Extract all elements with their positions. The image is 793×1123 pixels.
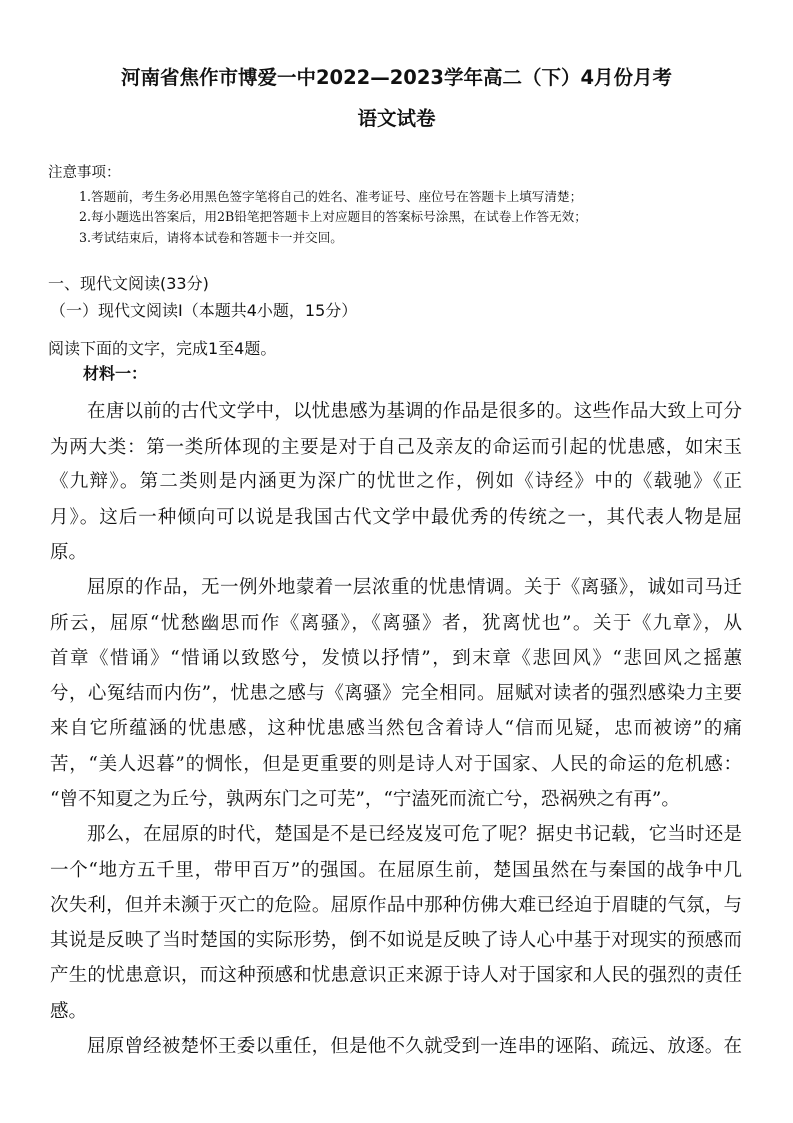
body-line: 原。 — [50, 542, 88, 563]
body-line: 感。 — [50, 1001, 88, 1022]
body-line: 《九辩》。第二类则是内涵更为深广的忧世之作，例如《诗经》中的《载驰》《正 — [50, 471, 742, 492]
section-subheading: （一）现代文阅读Ⅰ（本题共4小题，15分） — [50, 301, 358, 320]
notice-heading: 注意事项： — [48, 165, 121, 181]
section-heading: 一、现代文阅读(33分) — [48, 274, 209, 293]
exam-subtitle: 语文试卷 — [357, 107, 436, 130]
body-line: 月》。这后一种倾向可以说是我国古代文学中最优秀的传统之一，其代表人物是屈 — [50, 507, 742, 528]
body-line: 一个“地方五千里，带甲百万”的强国。在屈原生前，楚国虽然在与秦国的战争中几 — [50, 860, 742, 881]
exam-title: 河南省焦作市博爱一中2022—2023学年高二（下）4月份月考 — [120, 66, 673, 89]
body-line: 屈原的作品，无一例外地蒙着一层浓重的忧患情调。关于《离骚》，诚如司马迁 — [87, 577, 742, 598]
body-line: 兮，心冤结而内伤”，忧患之感与《离骚》完全相同。屈赋对读者的强烈感染力主要 — [50, 683, 742, 704]
body-line: 其说是反映了当时楚国的实际形势，倒不如说是反映了诗人心中基于对现实的预感而 — [50, 930, 742, 951]
reading-instruction: 阅读下面的文字，完成1至4题。 — [48, 339, 277, 358]
body-line: 所云，屈原“忧愁幽思而作《离骚》，《离骚》者，犹离忧也”。关于《九章》，从 — [50, 613, 742, 634]
body-line: “曾不知夏之为丘兮，孰两东门之可芜”，“宁溘死而流亡兮，恐祸殃之有再”。 — [50, 789, 680, 810]
body-line: 首章《惜诵》“惜诵以致愍兮，发愤以抒情”，到末章《悲回风》“悲回风之摇蕙 — [50, 648, 742, 669]
notice-item: 3.考试结束后，请将本试卷和答题卡一并交回。 — [79, 230, 343, 245]
notice-item: 2.每小题选出答案后，用2B铅笔把答题卡上对应题目的答案标号涂黑，在试卷上作答无效； — [79, 209, 587, 224]
body-line: 那么，在屈原的时代，楚国是不是已经岌岌可危了呢？据史书记载，它当时还是 — [87, 824, 742, 845]
body-line: 为两大类：第一类所体现的主要是对于自己及亲友的命运而引起的忧患感，如宋玉 — [50, 437, 742, 458]
body-line: 屈原曾经被楚怀王委以重任，但是他不久就受到一连串的诬陷、疏远、放逐。在 — [87, 1036, 742, 1057]
body-line: 次失利，但并未濒于灭亡的危险。屈原作品中那种仿佛大难已经迫于眉睫的气氛，与 — [50, 895, 742, 916]
body-line: 产生的忧患意识，而这种预感和忧患意识正来源于诗人对于国家和人民的强烈的责任 — [50, 965, 742, 986]
body-line: 来自它所蕴涵的忧患感，这种忧患感当然包含着诗人“信而见疑，忠而被谤”的痛 — [50, 718, 742, 739]
body-line: 苦，“美人迟暮”的惆怅，但是更重要的则是诗人对于国家、人民的命运的危机感： — [50, 754, 742, 775]
material-label: 材料一： — [83, 364, 148, 383]
body-line: 在唐以前的古代文学中，以忧患感为基调的作品是很多的。这些作品大致上可分 — [87, 401, 742, 422]
notice-item: 1.答题前，考生务必用黑色签字笔将自己的姓名、准考证号、座位号在答题卡上填写清楚； — [79, 189, 583, 204]
